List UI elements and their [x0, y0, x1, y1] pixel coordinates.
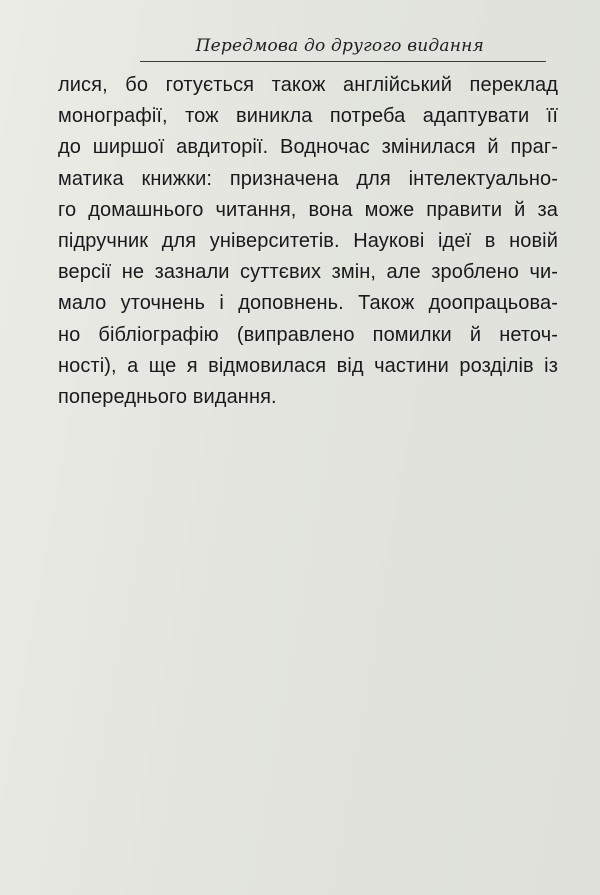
text-line: но бібліографію (виправлено помилки й неточ-	[58, 323, 558, 346]
text-line-last: попереднього видання.	[58, 385, 277, 408]
text-line: ності), а ще я відмовилася від частини розділів із	[58, 354, 558, 377]
text-line: версії не зазнали суттєвих змін, але зроблено чи-	[58, 261, 558, 284]
text-line: го домашнього читання, вона може правити й за	[58, 198, 558, 221]
body-paragraph	[58, 70, 558, 413]
running-head-rule	[140, 61, 546, 62]
text-line: лися, бо готується також англійський переклад	[58, 74, 558, 96]
text-line: матика книжки: призначена для інтелектуально-	[58, 167, 558, 190]
text-line: підручник для університетів. Наукові ідеї в новій	[58, 229, 558, 252]
running-head-title: Передмова до другого видання	[195, 36, 484, 56]
text-line: до ширшої авдиторії. Водночас змінилася й праг-	[58, 136, 558, 159]
running-head	[56, 34, 546, 64]
text-line: мало уточнень і доповнень. Також доопрацьова-	[58, 292, 558, 315]
text-line: монографії, тож виникла потреба адаптувати її	[58, 105, 558, 128]
